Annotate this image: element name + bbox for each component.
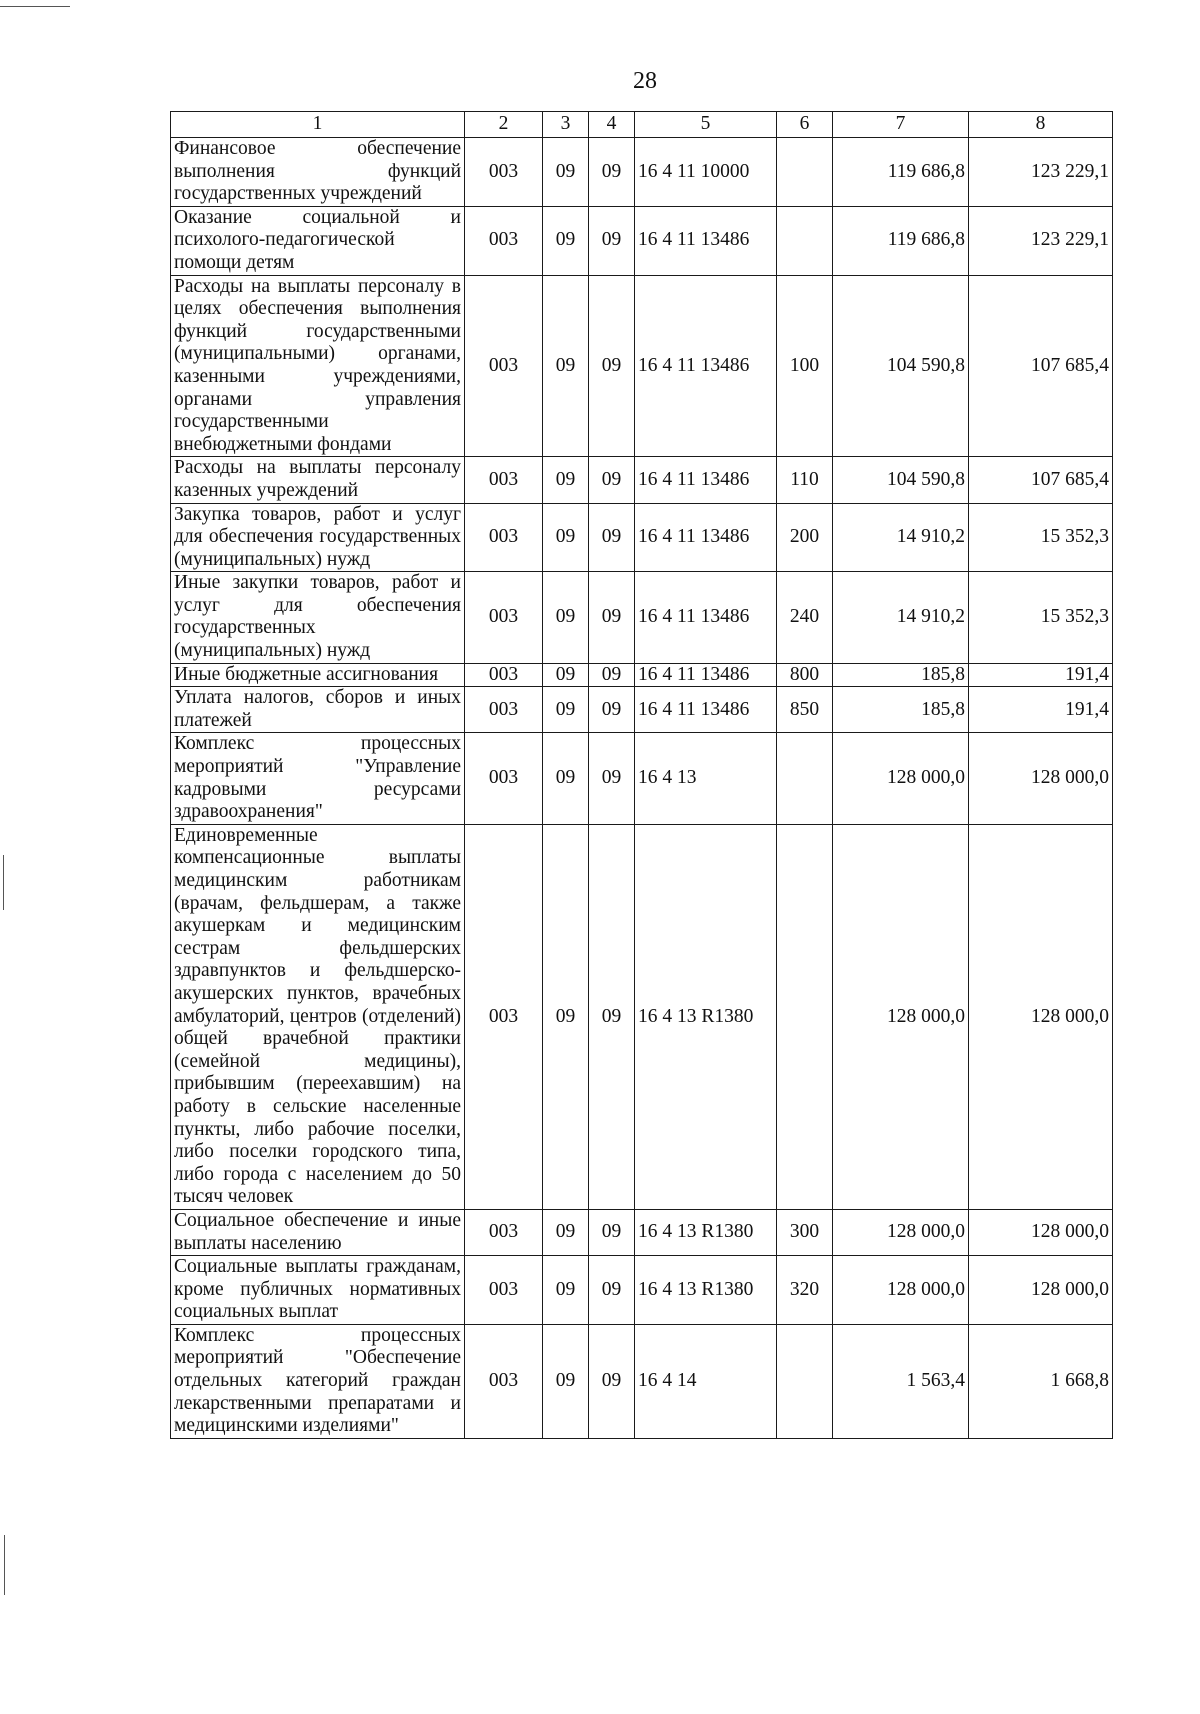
row-col-8: 107 685,4	[969, 457, 1113, 503]
row-col-2: 003	[465, 1324, 543, 1438]
row-col-6	[777, 824, 833, 1209]
row-col-8: 128 000,0	[969, 1256, 1113, 1325]
row-col-7: 128 000,0	[833, 733, 969, 824]
row-col-5: 16 4 13 R1380	[635, 824, 777, 1209]
row-col-8: 128 000,0	[969, 824, 1113, 1209]
row-name: Социальное обеспечение и иные выплаты населению	[171, 1209, 465, 1255]
row-col-6	[777, 1324, 833, 1438]
row-col-7: 104 590,8	[833, 275, 969, 457]
row-col-6: 800	[777, 663, 833, 687]
row-name: Расходы на выплаты персоналу в целях обеспечения выполнения функций государственными (муниципальными) органами, казенными учреждениями, органами управления государственными внебюджетными фондами	[171, 275, 465, 457]
row-col-2: 003	[465, 457, 543, 503]
header-col-6: 6	[777, 112, 833, 138]
page-number: 28	[633, 68, 657, 94]
row-col-2: 003	[465, 206, 543, 275]
row-col-8: 15 352,3	[969, 503, 1113, 572]
row-col-4: 09	[589, 572, 635, 663]
scan-mark	[4, 1535, 5, 1595]
row-name: Расходы на выплаты персоналу казенных учреждений	[171, 457, 465, 503]
row-col-2: 003	[465, 733, 543, 824]
row-col-2: 003	[465, 663, 543, 687]
header-col-5: 5	[635, 112, 777, 138]
row-name: Закупка товаров, работ и услуг для обеспечения государственных (муниципальных) нужд	[171, 503, 465, 572]
row-col-4: 09	[589, 733, 635, 824]
row-col-3: 09	[543, 733, 589, 824]
row-col-3: 09	[543, 1324, 589, 1438]
row-col-6: 300	[777, 1209, 833, 1255]
header-row	[171, 112, 1113, 138]
row-col-8: 1 668,8	[969, 1324, 1113, 1438]
header-col-1: 1	[171, 112, 465, 138]
table-row	[171, 1324, 1113, 1438]
row-name: Иные бюджетные ассигнования	[171, 663, 465, 687]
row-col-2: 003	[465, 138, 543, 207]
row-name: Социальные выплаты гражданам, кроме публичных нормативных социальных выплат	[171, 1256, 465, 1325]
row-col-6: 200	[777, 503, 833, 572]
row-name: Финансовое обеспечение выполнения функций государственных учреждений	[171, 138, 465, 207]
row-col-5: 16 4 11 10000	[635, 138, 777, 207]
row-col-3: 09	[543, 457, 589, 503]
row-col-5: 16 4 14	[635, 1324, 777, 1438]
row-col-4: 09	[589, 1209, 635, 1255]
row-col-7: 185,8	[833, 663, 969, 687]
row-name: Иные закупки товаров, работ и услуг для обеспечения государственных (муниципальных) нужд	[171, 572, 465, 663]
row-col-4: 09	[589, 824, 635, 1209]
row-col-2: 003	[465, 275, 543, 457]
row-col-5: 16 4 13	[635, 733, 777, 824]
row-col-5: 16 4 11 13486	[635, 572, 777, 663]
row-col-2: 003	[465, 824, 543, 1209]
row-col-7: 119 686,8	[833, 138, 969, 207]
row-col-2: 003	[465, 1209, 543, 1255]
row-col-7: 14 910,2	[833, 503, 969, 572]
row-col-8: 128 000,0	[969, 1209, 1113, 1255]
row-col-4: 09	[589, 457, 635, 503]
row-col-3: 09	[543, 663, 589, 687]
row-col-4: 09	[589, 663, 635, 687]
row-col-6: 320	[777, 1256, 833, 1325]
row-col-5: 16 4 11 13486	[635, 457, 777, 503]
table-row	[171, 663, 1113, 687]
row-col-7: 1 563,4	[833, 1324, 969, 1438]
row-col-6: 110	[777, 457, 833, 503]
scan-mark	[3, 855, 4, 910]
row-col-4: 09	[589, 1256, 635, 1325]
row-col-3: 09	[543, 138, 589, 207]
scan-mark	[0, 6, 70, 7]
row-col-6	[777, 138, 833, 207]
row-col-8: 191,4	[969, 687, 1113, 733]
row-col-2: 003	[465, 687, 543, 733]
row-col-4: 09	[589, 1324, 635, 1438]
row-col-8: 123 229,1	[969, 138, 1113, 207]
row-col-2: 003	[465, 1256, 543, 1325]
row-col-5: 16 4 13 R1380	[635, 1209, 777, 1255]
table-row	[171, 733, 1113, 824]
row-col-5: 16 4 11 13486	[635, 663, 777, 687]
row-col-7: 119 686,8	[833, 206, 969, 275]
row-col-5: 16 4 13 R1380	[635, 1256, 777, 1325]
table-row	[171, 687, 1113, 733]
row-col-7: 128 000,0	[833, 1256, 969, 1325]
row-col-4: 09	[589, 206, 635, 275]
header-col-8: 8	[969, 112, 1113, 138]
row-col-5: 16 4 11 13486	[635, 206, 777, 275]
table-row	[171, 824, 1113, 1209]
row-col-6: 850	[777, 687, 833, 733]
row-col-8: 191,4	[969, 663, 1113, 687]
row-col-4: 09	[589, 503, 635, 572]
row-col-4: 09	[589, 687, 635, 733]
row-col-3: 09	[543, 687, 589, 733]
header-col-3: 3	[543, 112, 589, 138]
table-row	[171, 457, 1113, 503]
row-col-8: 128 000,0	[969, 733, 1113, 824]
row-name: Комплекс процессных мероприятий "Управление кадровыми ресурсами здравоохранения"	[171, 733, 465, 824]
row-col-8: 107 685,4	[969, 275, 1113, 457]
table-row	[171, 1256, 1113, 1325]
row-col-3: 09	[543, 824, 589, 1209]
row-col-3: 09	[543, 1209, 589, 1255]
budget-table	[170, 111, 1113, 1439]
row-col-7: 185,8	[833, 687, 969, 733]
row-col-2: 003	[465, 572, 543, 663]
header-col-2: 2	[465, 112, 543, 138]
row-col-5: 16 4 11 13486	[635, 275, 777, 457]
row-col-4: 09	[589, 138, 635, 207]
row-name: Комплекс процессных мероприятий "Обеспечение отдельных категорий граждан лекарственными препаратами и медицинскими изделиями"	[171, 1324, 465, 1438]
row-col-5: 16 4 11 13486	[635, 687, 777, 733]
row-col-3: 09	[543, 1256, 589, 1325]
row-col-7: 104 590,8	[833, 457, 969, 503]
row-col-4: 09	[589, 275, 635, 457]
row-col-7: 128 000,0	[833, 824, 969, 1209]
row-name: Оказание социальной и психолого-педагогической помощи детям	[171, 206, 465, 275]
row-col-7: 14 910,2	[833, 572, 969, 663]
row-col-6	[777, 206, 833, 275]
table-row	[171, 275, 1113, 457]
table-row	[171, 572, 1113, 663]
row-name: Уплата налогов, сборов и иных платежей	[171, 687, 465, 733]
row-col-2: 003	[465, 503, 543, 572]
row-name: Единовременные компенсационные выплаты медицинским работникам (врачам, фельдшерам, а также акушеркам и медицинским сестрам фельдшерских здравпунктов и фельдшерско-акушерских пунктов, врачебных амбулаторий, центров (отделений) общей врачебной практики (семейной медицины), прибывшим (переехавшим) на работу в сельские населенные пункты, либо рабочие поселки, либо поселки городского типа, либо города с населением до 50 тысяч человек	[171, 824, 465, 1209]
header-col-4: 4	[589, 112, 635, 138]
row-col-6: 240	[777, 572, 833, 663]
row-col-8: 123 229,1	[969, 206, 1113, 275]
row-col-7: 128 000,0	[833, 1209, 969, 1255]
row-col-3: 09	[543, 206, 589, 275]
table-row	[171, 138, 1113, 207]
row-col-8: 15 352,3	[969, 572, 1113, 663]
row-col-3: 09	[543, 572, 589, 663]
row-col-6	[777, 733, 833, 824]
table-row	[171, 1209, 1113, 1255]
table-row	[171, 503, 1113, 572]
header-col-7: 7	[833, 112, 969, 138]
row-col-3: 09	[543, 503, 589, 572]
row-col-3: 09	[543, 275, 589, 457]
row-col-6: 100	[777, 275, 833, 457]
table-row	[171, 206, 1113, 275]
row-col-5: 16 4 11 13486	[635, 503, 777, 572]
